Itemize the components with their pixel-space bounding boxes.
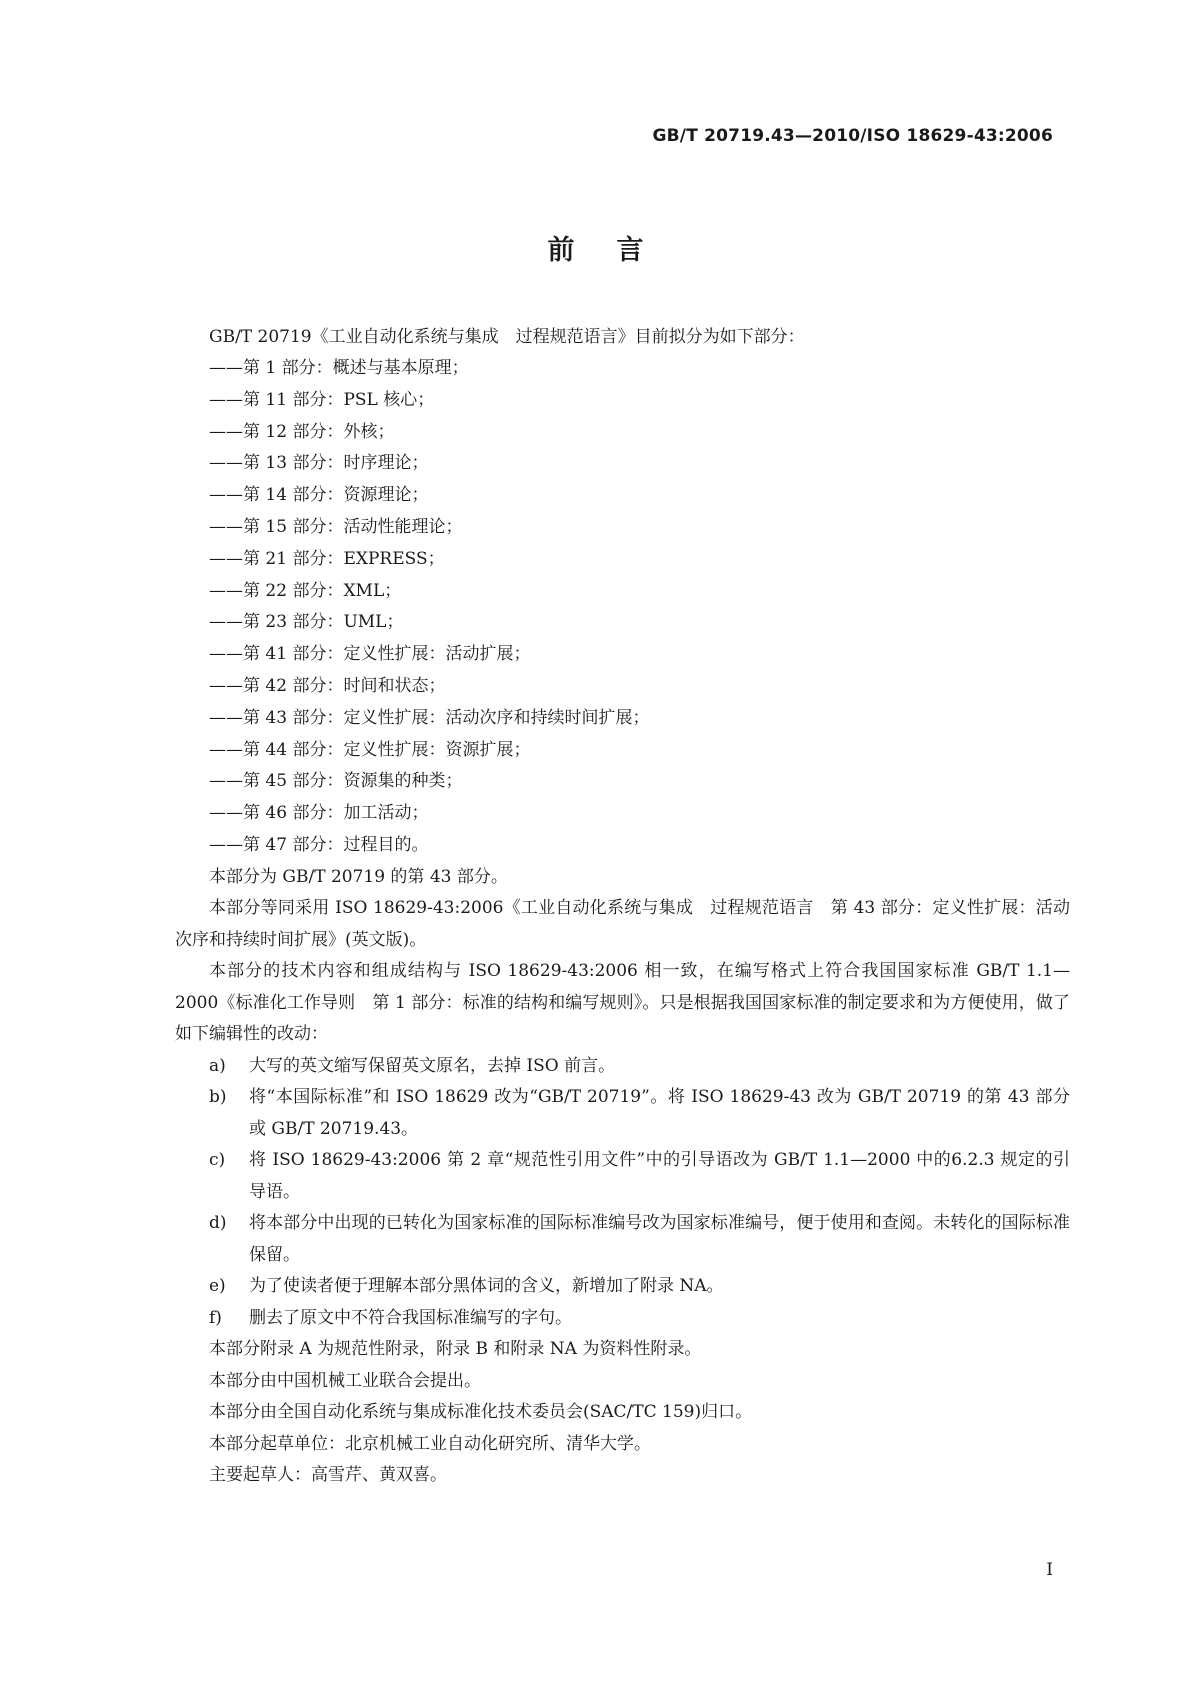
- edit-text: 大写的英文缩写保留英文原名，去掉 ISO 前言。: [249, 1055, 616, 1076]
- list-item: ——第 21 部分：EXPRESS；: [209, 548, 445, 569]
- page-number: I: [1046, 1560, 1053, 1580]
- list-item: ——第 14 部分：资源理论；: [209, 485, 429, 506]
- edit-marker: c): [209, 1150, 226, 1171]
- list-item: ——第 41 部分：定义性扩展：活动扩展；: [209, 644, 531, 665]
- list-item: ——第 44 部分：定义性扩展：资源扩展；: [209, 739, 531, 760]
- consistency-statement: 本部分的技术内容和组成结构与 ISO 18629-43:2006 相一致，在编写格式上符合我国国家标准 GB/T 1.1—2000《标准化工作导则 第 1 部分：标准的结构和编写规则》。只是根据我国国家标准的制定要求和为方便使用，做了如下编辑性的改动：: [175, 961, 1070, 1045]
- list-item: ——第 11 部分：PSL 核心；: [209, 389, 435, 410]
- list-item: ——第 13 部分：时序理论；: [209, 453, 429, 474]
- parts-list: [175, 353, 1070, 862]
- adoption-statement: 本部分等同采用 ISO 18629-43:2006《工业自动化系统与集成 过程规范语言 第 43 部分：定义性扩展：活动次序和持续时间扩展》(英文版)。: [175, 898, 1070, 950]
- list-item: ——第 46 部分：加工活动；: [209, 803, 429, 824]
- list-item: [175, 1082, 1070, 1145]
- list-item: ——第 42 部分：时间和状态；: [209, 675, 446, 696]
- edit-text: 将 ISO 18629-43:2006 第 2 章“规范性引用文件”中的引导语改为 GB/T 1.1—2000 中的6.2.3 规定的引导语。: [249, 1150, 1070, 1202]
- edit-marker: b): [209, 1087, 227, 1108]
- proposer-statement: 本部分由中国机械工业联合会提出。: [209, 1370, 481, 1391]
- list-item: [175, 1271, 1070, 1303]
- list-item: ——第 22 部分：XML；: [209, 580, 402, 601]
- centralized-statement: 本部分由全国自动化系统与集成标准化技术委员会(SAC/TC 159)归口。: [209, 1402, 753, 1423]
- list-item: ——第 12 部分：外核；: [209, 421, 395, 442]
- drafting-units-statement: 本部分起草单位：北京机械工业自动化研究所、清华大学。: [209, 1433, 651, 1454]
- list-item: [175, 1303, 1070, 1335]
- foreword-body: [175, 322, 1070, 1492]
- annex-statement: 本部分附录 A 为规范性附录，附录 B 和附录 NA 为资料性附录。: [209, 1339, 702, 1360]
- list-item: ——第 15 部分：活动性能理论；: [209, 516, 463, 537]
- intro-paragraph: GB/T 20719《工业自动化系统与集成 过程规范语言》目前拟分为如下部分：: [209, 327, 805, 347]
- list-item: ——第 23 部分：UML；: [209, 612, 404, 633]
- edit-marker: f): [209, 1307, 222, 1328]
- standard-number-header: GB/T 20719.43—2010/ISO 18629-43:2006: [652, 126, 1053, 146]
- list-item: ——第 45 部分：资源集的种类；: [209, 771, 463, 792]
- list-item: ——第 1 部分：概述与基本原理；: [209, 358, 469, 378]
- edit-text: 将本部分中出现的已转化为国家标准的国际标准编号改为国家标准编号，便于使用和查阅。未转化的国际标准保留。: [249, 1213, 1070, 1265]
- edits-list: [175, 1051, 1070, 1335]
- drafters-statement: 主要起草人：高雪芹、黄双喜。: [209, 1465, 447, 1486]
- list-item: ——第 43 部分：定义性扩展：活动次序和持续时间扩展；: [209, 707, 650, 728]
- edit-text: 将“本国际标准”和 ISO 18629 改为“GB/T 20719”。将 ISO 18629-43 改为 GB/T 20719 的第 43 部分或 GB/T 20719.43。: [249, 1087, 1070, 1139]
- list-item: [175, 1051, 1070, 1083]
- edit-text: 删去了原文中不符合我国标准编写的字句。: [249, 1307, 572, 1328]
- edit-text: 为了使读者便于理解本部分黑体词的含义，新增加了附录 NA。: [249, 1276, 724, 1297]
- part-statement: 本部分为 GB/T 20719 的第 43 部分。: [209, 866, 508, 887]
- list-item: ——第 47 部分：过程目的。: [209, 834, 429, 855]
- list-item: [175, 1145, 1070, 1208]
- edit-marker: e): [209, 1276, 226, 1297]
- edit-marker: d): [209, 1213, 227, 1234]
- page-title: 前言: [547, 235, 686, 266]
- edit-marker: a): [209, 1055, 226, 1076]
- list-item: [175, 1208, 1070, 1271]
